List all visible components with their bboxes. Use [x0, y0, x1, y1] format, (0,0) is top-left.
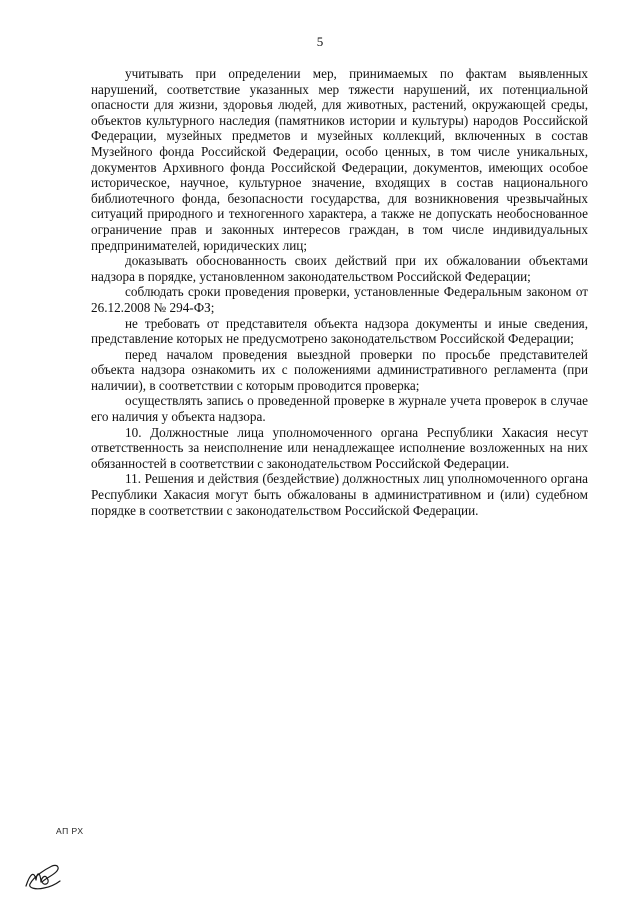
paragraph: доказывать обоснованность своих действий при их обжаловании объектами надзора в порядке, установленном законодательством Российской Федерации;: [91, 253, 588, 284]
document-body: [91, 66, 588, 518]
paragraph: соблюдать сроки проведения проверки, установленные Федеральным законом от 26.12.2008 № 294-ФЗ;: [91, 284, 588, 315]
footer-code: АП РХ: [56, 826, 84, 836]
paragraph: осуществлять запись о проведенной проверке в журнале учета проверок в случае его наличия у объекта надзора.: [91, 393, 588, 425]
paragraph: не требовать от представителя объекта надзора документы и иные сведения, представление которых не предусмотрено законодательством Российской Федерации;: [91, 315, 588, 347]
paragraph: учитывать при определении мер, принимаемых по фактам выявленных нарушений, соответствие указанных мер тяжести нарушений, их потенциальной опасности для жизни, здоровья людей, для животных, растений, окружающей среды, объектов культурного наследия (памятников истории и культуры) народов Российской Федерации, музейных предметов и музейных коллекций, включенных в состав Музейного фонда Российской Федерации, особо ценных, в том числе уникальных, документов Архивного фонда Российской Федерации, документов, имеющих особое историческое, научное, культурное значение, входящих в состав национального библиотечного фонда, безопасности государства, для возникновения чрезвычайных ситуаций природного и техногенного характера, а также не допускать необоснованное ограничение прав и законных интересов граждан, в том числе индивидуальных предпринимателей, юридических лиц;: [91, 66, 588, 253]
paragraph: 10. Должностные лица уполномоченного органа Республики Хакасия несут ответственность за неисполнение или ненадлежащее исполнение возложенных на них обязанностей в соответствии с законодательством Российской Федерации.: [91, 424, 588, 471]
paragraph: перед началом проведения выездной проверки по просьбе представителей объекта надзора ознакомить их с положениями административного регламента (при наличии), в соответствии с которым проводится проверка;: [91, 346, 588, 393]
paragraph: 11. Решения и действия (бездействие) должностных лиц уполномоченного органа Республики Хакасия могут быть обжалованы в административном и (или) судебном порядке в соответствии с законодательством Российской Федерации.: [91, 471, 588, 518]
handwritten-signature: [22, 862, 62, 892]
page-number: 5: [316, 34, 324, 49]
